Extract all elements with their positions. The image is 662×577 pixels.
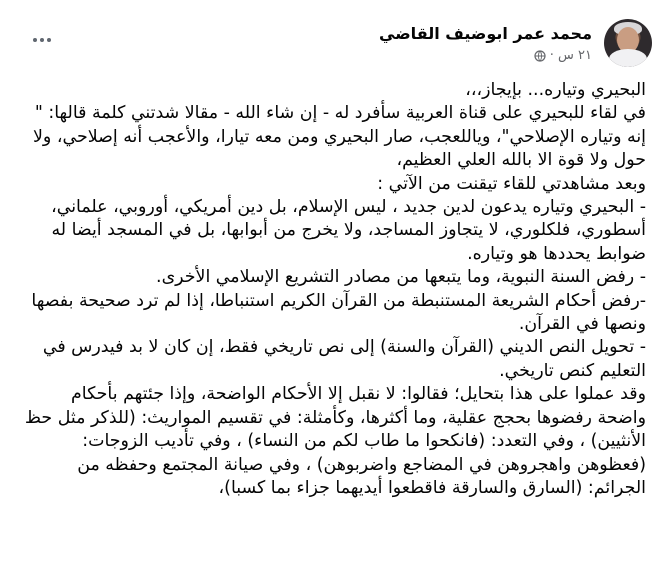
post-paragraph: وبعد مشاهدتي للقاء تيقنت من الآتي : [377, 173, 646, 194]
post-paragraph: في لقاء للبحيري على قناة العربية سأفرد له - إن شاء الله - مقالا شدتني كلمة قالها: " إنه وتياره الإصلاحي"، وياللعجب، صار البحيري ومن معه تيارا، والأعجب أنه إصلاحي، ولا حول ولا قوة الا بالله العلي العظيم، [33, 103, 646, 171]
more-options-button[interactable] [28, 30, 56, 50]
post-paragraph: - البحيري وتياره يدعون لدين جديد ، ليس الإسلام، بل دين أمريكي، أوروبي، علماني، أسطوري، فلكلوري، لا يتجاوز المساجد، ولا يخرج من أبوابها، بل في المسجد أيضا له ضوابط يحددها هو وتياره. [51, 197, 646, 264]
author-name[interactable]: محمد عمر ابوضيف القاضي [379, 24, 592, 43]
post-paragraph: -رفض أحكام الشريعة المستنبطة من القرآن الكريم استنباطا، إذا لم ترد صحيحة بفصها ونصها في القرآن. [31, 290, 646, 335]
post-header [0, 10, 662, 70]
post-meta [534, 48, 592, 63]
post-paragraph: وقد عملوا على هذا بتحايل؛ فقالوا: لا نقبل إلا الأحكام الواضحة، وإذا جئتهم بأحكام واضحة رفضوها بحجج عقلية، وما أكثرها، وكأمثلة: في تقسيم المواريث: (للذكر مثل حظ الأنثيين) ، وفي التعدد: (فانكحوا ما طاب لكم من النساء) ، وفي تأديب الزوجات: (فعظوهن واهجروهن في المضاجع واضربوهن) ، وفي صيانة المجتمع وحفظه من الجرائم: (السارق والسارقة فاقطعوا أيديهما جزاء بما كسبا)، [24, 384, 646, 498]
author-avatar[interactable] [604, 19, 652, 67]
post-paragraph: - رفض السنة النبوية، وما يتبعها من مصادر التشريع الإسلامي الأخرى. [156, 267, 646, 288]
post-paragraph: البحيري وتياره... بإيجاز،،، [465, 80, 646, 100]
globe-icon[interactable] [534, 50, 546, 62]
post-content [18, 79, 646, 500]
post-paragraph: - تحويل النص الديني (القرآن والسنة) إلى نص تاريخي فقط، إن كان لا بد فيدرس في التعليم كنص تاريخي. [42, 337, 646, 381]
more-dot [33, 38, 37, 42]
avatar-shirt [609, 49, 647, 67]
more-dot [47, 38, 51, 42]
post-time[interactable]: ٢١ س · [549, 48, 592, 63]
more-dot [40, 38, 44, 42]
